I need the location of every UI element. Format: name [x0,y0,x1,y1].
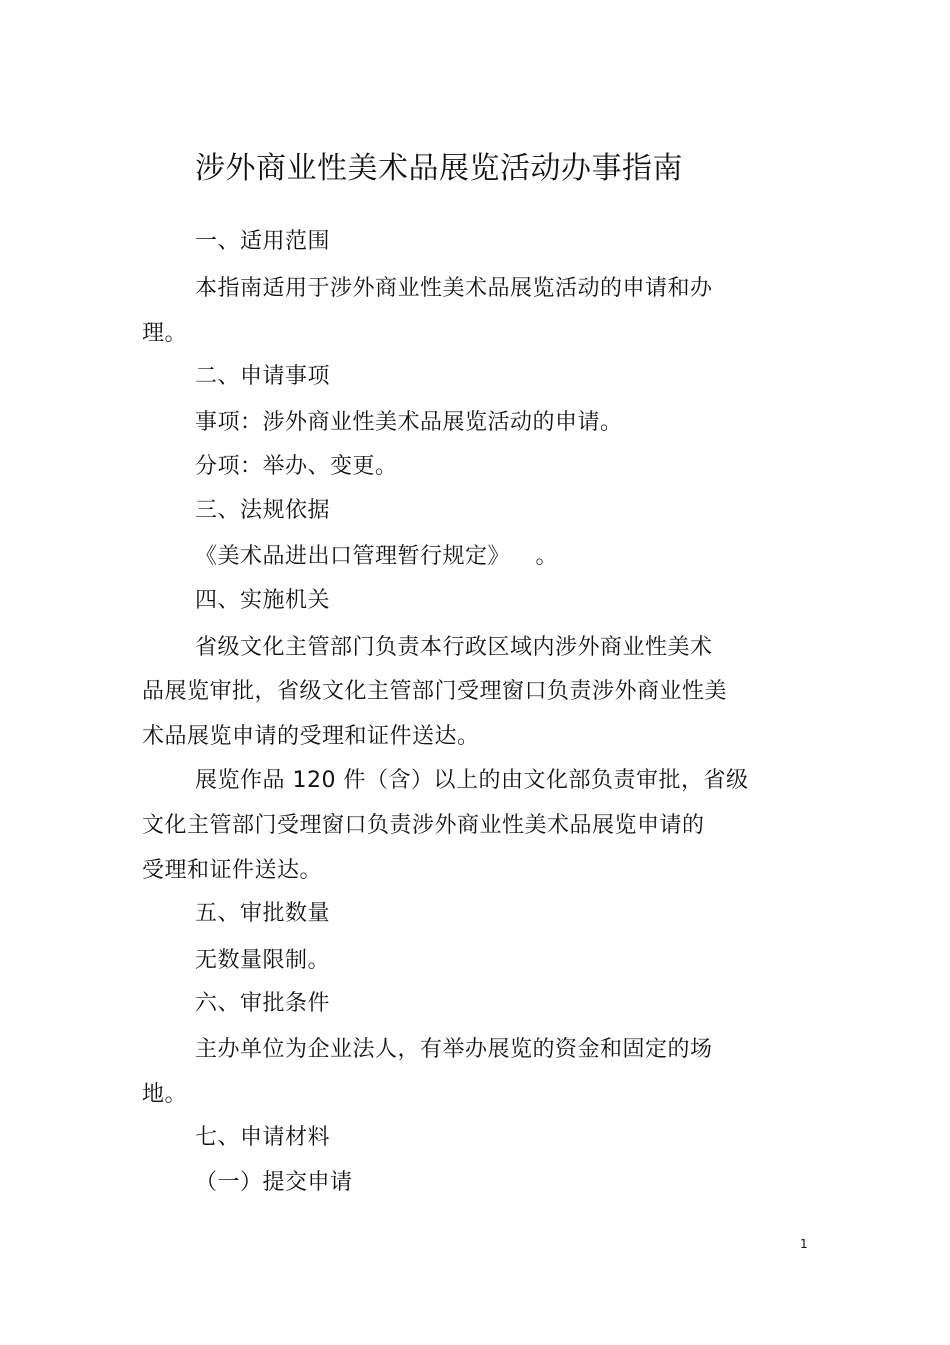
section-heading-authority: 四、实施机关 [195,588,331,613]
paragraph-line: 品展览审批，省级文化主管部门受理窗口负责涉外商业性美 [142,679,728,704]
paragraph-line: 主办单位为企业法人，有举办展览的资金和固定的场 [195,1037,713,1062]
section-heading-legal-basis: 三、法规依据 [195,498,331,523]
document-title: 涉外商业性美术品展览活动办事指南 [195,151,683,186]
paragraph-line: 理。 [142,321,188,346]
section-heading-approval-conditions: 六、审批条件 [195,991,331,1016]
paragraph-line: 文化主管部门受理窗口负责涉外商业性美术品展览申请的 [142,813,705,838]
section-heading-scope: 一、适用范围 [195,229,331,254]
paragraph-line: 本指南适用于涉外商业性美术品展览活动的申请和办 [195,276,713,301]
paragraph-line: 分项：举办、变更。 [195,454,398,479]
paragraph-line: 《美术品进出口管理暂行规定》 。 [195,544,558,569]
section-heading-items: 二、申请事项 [195,364,331,389]
paragraph-line: 术品展览申请的受理和证件送达。 [142,724,480,749]
paragraph-line: 事项：涉外商业性美术品展览活动的申请。 [195,410,623,435]
paragraph-line: 展览作品 120 件（含）以上的由文化部负责审批，省级 [195,768,749,793]
section-heading-approval-quantity: 五、审批数量 [195,901,331,926]
paragraph-line: 无数量限制。 [195,948,331,973]
page-number: 1 [800,1237,808,1251]
paragraph-line: 受理和证件送达。 [142,858,323,883]
paragraph-line: 地。 [142,1082,188,1107]
section-heading-application-materials: 七、申请材料 [195,1125,331,1150]
paragraph-line: 省级文化主管部门负责本行政区域内涉外商业性美术 [195,635,713,660]
subsection-heading-submit-application: （一）提交申请 [195,1170,353,1195]
